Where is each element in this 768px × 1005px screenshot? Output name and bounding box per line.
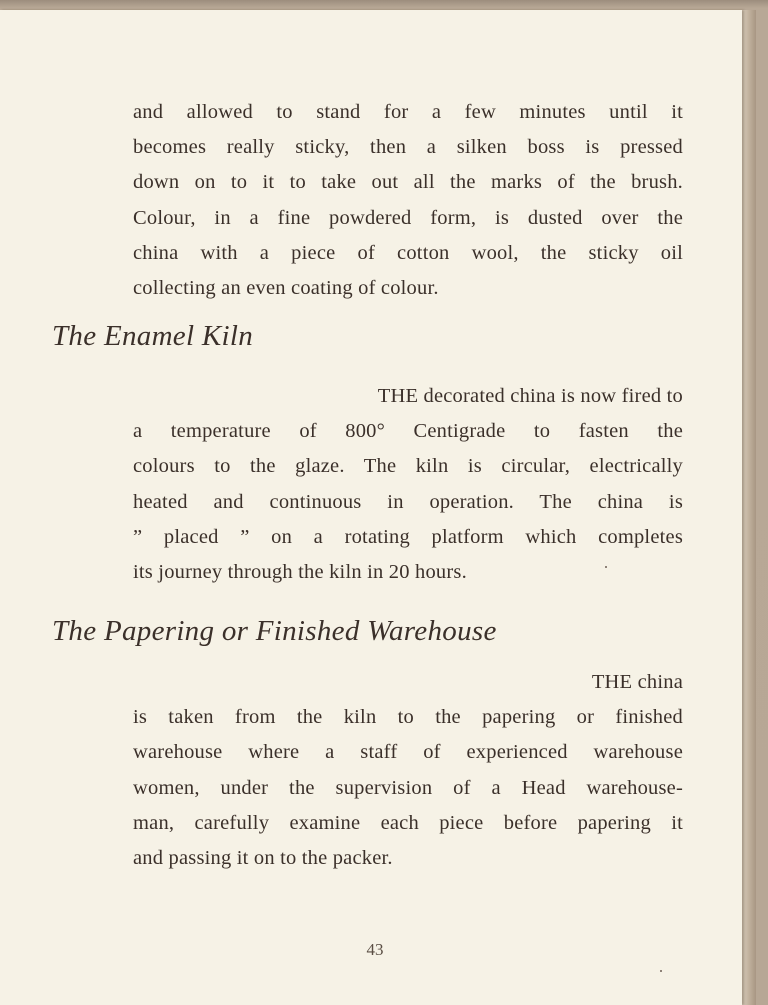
paper-speck <box>660 970 662 972</box>
text-line: THE decorated china is now fired to <box>377 385 683 407</box>
page-edge <box>742 10 756 1005</box>
section-heading-papering: The Papering or Finished Warehouse <box>52 615 497 647</box>
papering-paragraph <box>133 665 683 876</box>
page-number: 43 <box>366 940 384 959</box>
text-line: Colour, in a fine powdered form, is dusted over the <box>133 206 683 229</box>
text-line: heated and continuous in operation. The china is <box>133 490 683 513</box>
text-line: china with a piece of cotton wool, the sticky oil <box>133 241 683 264</box>
text-line: warehouse where a staff of experienced warehouse <box>133 741 683 764</box>
text-line: and allowed to stand for a few minutes until it <box>133 101 683 123</box>
text-line: down on to it to take out all the marks of the brush. <box>133 171 683 194</box>
book-page <box>0 10 742 1005</box>
text-line: ” placed ” on a rotating platform which completes <box>133 525 683 548</box>
text-line: man, carefully examine each piece before papering it <box>133 811 683 834</box>
text-line: is taken from the kiln to the papering or finished <box>133 706 683 729</box>
text-line: collecting an even coating of colour. <box>133 276 439 299</box>
text-line: and passing it on to the packer. <box>133 846 393 869</box>
text-line: women, under the supervision of a Head warehouse- <box>133 776 683 799</box>
text-line: a temperature of 800° Centigrade to fasten the <box>133 420 683 443</box>
intro-paragraph <box>133 95 683 306</box>
paper-speck <box>605 566 607 568</box>
section-heading-enamel-kiln: The Enamel Kiln <box>52 320 254 352</box>
text-line: becomes really sticky, then a silken boss is pressed <box>133 136 683 159</box>
text-line: THE china <box>591 671 683 693</box>
text-line: colours to the glaze. The kiln is circular, electrically <box>133 455 683 478</box>
enamel-kiln-paragraph <box>133 379 683 590</box>
text-line: its journey through the kiln in 20 hours. <box>133 560 467 583</box>
